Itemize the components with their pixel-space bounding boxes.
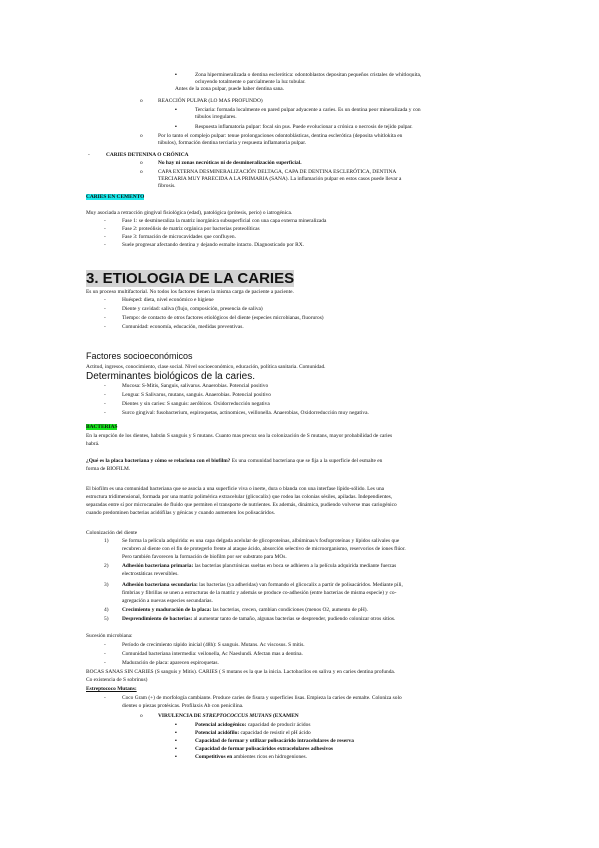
dash-bullet: - (104, 226, 106, 232)
list-item: Lengua: S Salivarus, mutans, sanguis. Anaerobias. Potencial positivo (122, 392, 271, 398)
circle-bullet: o (140, 713, 143, 719)
paragraph-line: habrá. (86, 441, 100, 447)
list-item: Huésped: dieta, nivel económico e higiene (122, 297, 214, 303)
list-line: Pero también favorecen la formación de biofilm por ser substrato para MOs. (122, 554, 287, 560)
list-number: 3) (104, 582, 109, 588)
term-bold: Potencial acidófilo: (195, 730, 240, 736)
list-item: Mucosa: S-Mitis, Sanguis, salivarus. Anaerobias. Potencial positivo (122, 383, 269, 389)
text-line: Zona hipermineralizada o dentina esclerótica: odontoblastos depositan pequeños cristales de whitloquita, (195, 72, 422, 78)
dash-bullet: - (104, 651, 106, 657)
square-bullet: ▪ (175, 746, 177, 752)
paragraph-line: Co existencia de S sobrinus) (86, 677, 148, 683)
list-item: Diente y cavidad: saliva (flujo, composición, presencia de saliva) (122, 306, 263, 312)
square-bullet: ▪ (175, 738, 177, 744)
list-item (195, 730, 311, 737)
section-heading: Determinantes biológicos de la caries. (86, 371, 255, 382)
square-bullet: ▪ (175, 722, 177, 728)
term-text: ambientes ricos en hidrogeniones. (232, 754, 307, 760)
subheading-part: VIRULENCIA DE (158, 713, 203, 719)
list-item (195, 722, 310, 729)
paragraph: Actitud, ingresos, conocimiento, clase social. Nivel socioeconómico, educación, política sanitaria. Comunidad. (86, 364, 326, 370)
species-name: STREPTOCOCCUS MUTANS (202, 713, 272, 719)
list-line: electrostáticas reversibles. (122, 571, 179, 577)
term-bold: Competitivos en (195, 754, 233, 760)
list-item: Tiempo: de contacto de otros factores etiológicos del diente (especies microbianas, fluoruros) (122, 315, 324, 321)
circle-bullet: o (140, 169, 143, 175)
term-text: las bacterias, crecen, cambian condiciones (menos O2, aumento de pH). (211, 607, 368, 613)
text-line: ocluyendo totalmente o parcialmente la luz tubular. (195, 79, 306, 85)
section-heading: Sucesión microbiana: (86, 633, 133, 639)
term-bold: Adhesión bacteriana primaria: (122, 563, 194, 569)
term-bold: Crecimiento y maduración de la placa: (122, 607, 212, 613)
list-line: dientes o piezas protésicas. Profilaxis Ab con penicilina. (122, 703, 244, 709)
circle-bullet: o (140, 98, 143, 104)
list-line (122, 563, 396, 570)
dash-bullet: - (104, 695, 106, 701)
section-heading: Colonización del diente (86, 530, 138, 536)
dash-bullet: - (104, 315, 106, 321)
paragraph-line: BOCAS SANAS SIN CARIES (S sanguis y Mitis). CARIES ( S mutans es la que la inicia. Lactobacilos en saliva y en caries dentina profunda. (86, 669, 396, 675)
section-heading: BACTERIAS (86, 424, 118, 430)
list-item (195, 754, 307, 761)
question-line (86, 458, 382, 465)
dash-bullet: - (104, 392, 106, 398)
list-number: 5) (104, 616, 109, 622)
term-bold: Desprendimiento de bacterias: (122, 616, 193, 622)
list-number: 2) (104, 563, 109, 569)
paragraph-line: En la erupción de los dientes, habrán S sanguis y S mutans. Cuanto mas precoz sea la colonización de S mutans, mayor probabilidad de caries (86, 433, 393, 439)
square-bullet: ▪ (175, 730, 177, 736)
list-item: Período de crecimiento rápido inicial (48h): S sanguis. Mutans. Ac viscosus. S mitis. (122, 642, 305, 648)
square-bullet: ▪ (175, 754, 177, 760)
list-item: Maduración de placa: aparecen espiroquetas. (122, 660, 219, 666)
subheading (158, 713, 299, 720)
dash-bullet: - (104, 306, 106, 312)
paragraph-line: forma de BIOFILM. (86, 466, 131, 472)
text-line: Terciaria: formada localmente en pared pulpar adyacente a caries. Es un dentina peor mineralizada y con (195, 107, 421, 113)
term-text: las bacterias (ya adheridas) van formando el glicocalix a partir de polisacáridos. Mediante pili, (197, 582, 403, 588)
dash-bullet: - (104, 401, 106, 407)
term-bold: Potencial acidogénico: (195, 722, 247, 728)
text-line: Respuesta inflamatoria pulpar: focal sin pus. Puede evolucionar a crónica o necrosis de tejido pulpar. (195, 124, 413, 130)
paragraph-line: El biofilm es una comunidad bacteriana que se asocia a una superficie viva o inerte, dura o blanda con una interfase lípido-sólido. Les una (86, 486, 385, 492)
list-item: Fase 3: formación de microcavidades que confluyen. (122, 234, 236, 240)
dash-bullet: - (88, 152, 90, 158)
term-text: capacidad de producir ácidos (246, 722, 311, 728)
list-line: agregación a nuevas especies secundarias. (122, 598, 213, 604)
dash-bullet: - (104, 218, 106, 224)
list-item: Suele progresar afectando dentina y dejando esmalte intacto. Diagnosticado por RX. (122, 242, 305, 248)
list-number: 4) (104, 607, 109, 613)
square-bullet: ▪ (175, 72, 177, 78)
list-item: Comunidad: economía, educación, medidas preventivas. (122, 324, 244, 330)
list-line (122, 607, 368, 614)
dash-bullet: - (104, 242, 106, 248)
text-line: túbulos irregulares. (195, 114, 237, 120)
list-item: Fase 2: proteólisis de matriz orgánica por bacterias proteolíticas (122, 226, 260, 232)
section-heading: Factores socioeconómicos (86, 351, 193, 361)
circle-bullet: o (140, 160, 143, 166)
dash-bullet: - (104, 297, 106, 303)
list-item: Dientes y sin caries: S sanguis: aeróbicos. Oxidorreducción negativa (122, 401, 270, 407)
dash-bullet: - (104, 234, 106, 240)
list-line: fimbrias y fibrillas se unen a estructuras de la matriz y además se produce co-adhesión (entre bacterias de misma especie) y co- (122, 590, 397, 596)
list-item: Fase 1: se desmineraliza la matriz inorgánica subsuperficial con una capa externa mineralizada (122, 218, 327, 224)
text-line: túbulos), formación dentina terciaria y respuesta inflamatoria pulpar. (158, 140, 307, 146)
subheading: REACCIÓN PULPAR (LO MAS PROFUNDO) (158, 98, 263, 104)
term-bold: Capacidad de formar y utilizar polisacárido intracelulares de reserva (195, 738, 354, 744)
term-text: capacidad de resistir el pH ácido (239, 730, 311, 736)
list-item: Surco gingival: fusobacterium, espiroquetas, actinomices, veillonella. Anaerobias, Oxidorreducción muy negativa. (122, 410, 369, 416)
list-item: Comunidad bacteriana intermedia: veilonella, Ac Naeslundi. Afectan mas a dentina. (122, 651, 303, 657)
section-heading: CARIES EN CEMENTO (86, 194, 145, 200)
circle-bullet: o (140, 133, 143, 139)
list-number: 1) (104, 538, 109, 544)
list-line: Se forma la película adquirida: es una capa delgada acelular de glicoproteínas, albúminas/s fosfoproteínas y lípidos salivales que (122, 538, 400, 544)
text-line: fibrosis. (158, 183, 176, 189)
dash-bullet: - (104, 383, 106, 389)
text-line: TERCIARIA MUY PARECIDA A LA PRIMARIA (SANA). La inflamación pulpar en estos casos puede llevar a (158, 176, 402, 182)
subheading: CARIES DETENINA O CRÓNICA (106, 152, 189, 158)
subheading-part: (EXAMEN (271, 713, 299, 719)
chapter-heading: 3. ETIOLOGIA DE LA CARIES (86, 270, 295, 287)
term-bold: Adhesión bacteriana secundaria: (122, 582, 198, 588)
list-line (122, 582, 403, 589)
text-line: Por lo tanto el complejo pulpar: tenue prolongaciones odontoblásticas, dentina esclerótica (deposita whitlokita en (158, 133, 403, 139)
text-line: No hay ni zonas necróticas ni de desmineralización superficial. (158, 160, 302, 166)
dash-bullet: - (104, 410, 106, 416)
question-bold: ¿Qué es la placa bacteriana y cómo se relaciona con el biofilm? (86, 458, 231, 464)
square-bullet: ▪ (175, 124, 177, 130)
term-bold: Capacidad de formar polisacáridos extracelulares adhesivos (195, 746, 334, 752)
term-text: al aumentar tanto de tamaño, algunas bacterias se desprender, pudiendo colonizar otros sitios. (192, 616, 396, 622)
dash-bullet: - (104, 642, 106, 648)
list-line: Coco Gram (+) de morfología cambiante. Produce caries de fisura y superficies lisas. Empieza la caries de esmalte. Coloniza solo (122, 695, 402, 701)
paragraph: Es un proceso multifactorial. No todos los factores tienen la misma carga de paciente a paciente. (86, 289, 294, 295)
square-bullet: ▪ (175, 107, 177, 113)
term-text: las bacterias planctónicas sueltas en boca se adhieren a la película adquirida mediante fuerzas (193, 563, 397, 569)
paragraph: Muy asociada a retracción gingival fisiológica (edad), patológica (prótesis, perio) o iatrogénica. (86, 210, 293, 216)
paragraph-line: cuando predominen bacterias acidófilas y génicas y cuando aumenten los polisacáridos. (86, 510, 276, 516)
list-item (195, 746, 333, 753)
text-line: Antes de la zona pulpar, puede haber dentina sana. (175, 86, 285, 92)
dash-bullet: - (104, 324, 106, 330)
dash-bullet: - (104, 660, 106, 666)
list-item (195, 738, 354, 745)
paragraph-line: separadas entre sí por microcanales de fluido que permiten el transporte de nutrientes. Es además, dinámica, pudiendo volverse mas cariogénico (86, 502, 397, 508)
question-rest: Es una comunidad bacteriana que se fija a la superficie del esmalte en (230, 458, 383, 464)
list-line (122, 616, 395, 623)
section-heading: Estreptococo Mutans: (86, 686, 137, 692)
paragraph-line: estructura tridimensional, formada por una matriz polimérica extracelular (glicocalix) que rodea las colonias sésiles, apiladas. Independientes, (86, 494, 393, 500)
text-line: CAPA EXTERNA DESMINERALIZACIÓN DELTAGA, CAPA DE DENTINA ESCLERÓTICA, DENTINA (158, 169, 397, 175)
list-line: recubren al diente con el fin de protegerlo frente al ataque ácido, absorción selectivo de microorganismo, reservorios de iones flúor. (122, 546, 406, 552)
